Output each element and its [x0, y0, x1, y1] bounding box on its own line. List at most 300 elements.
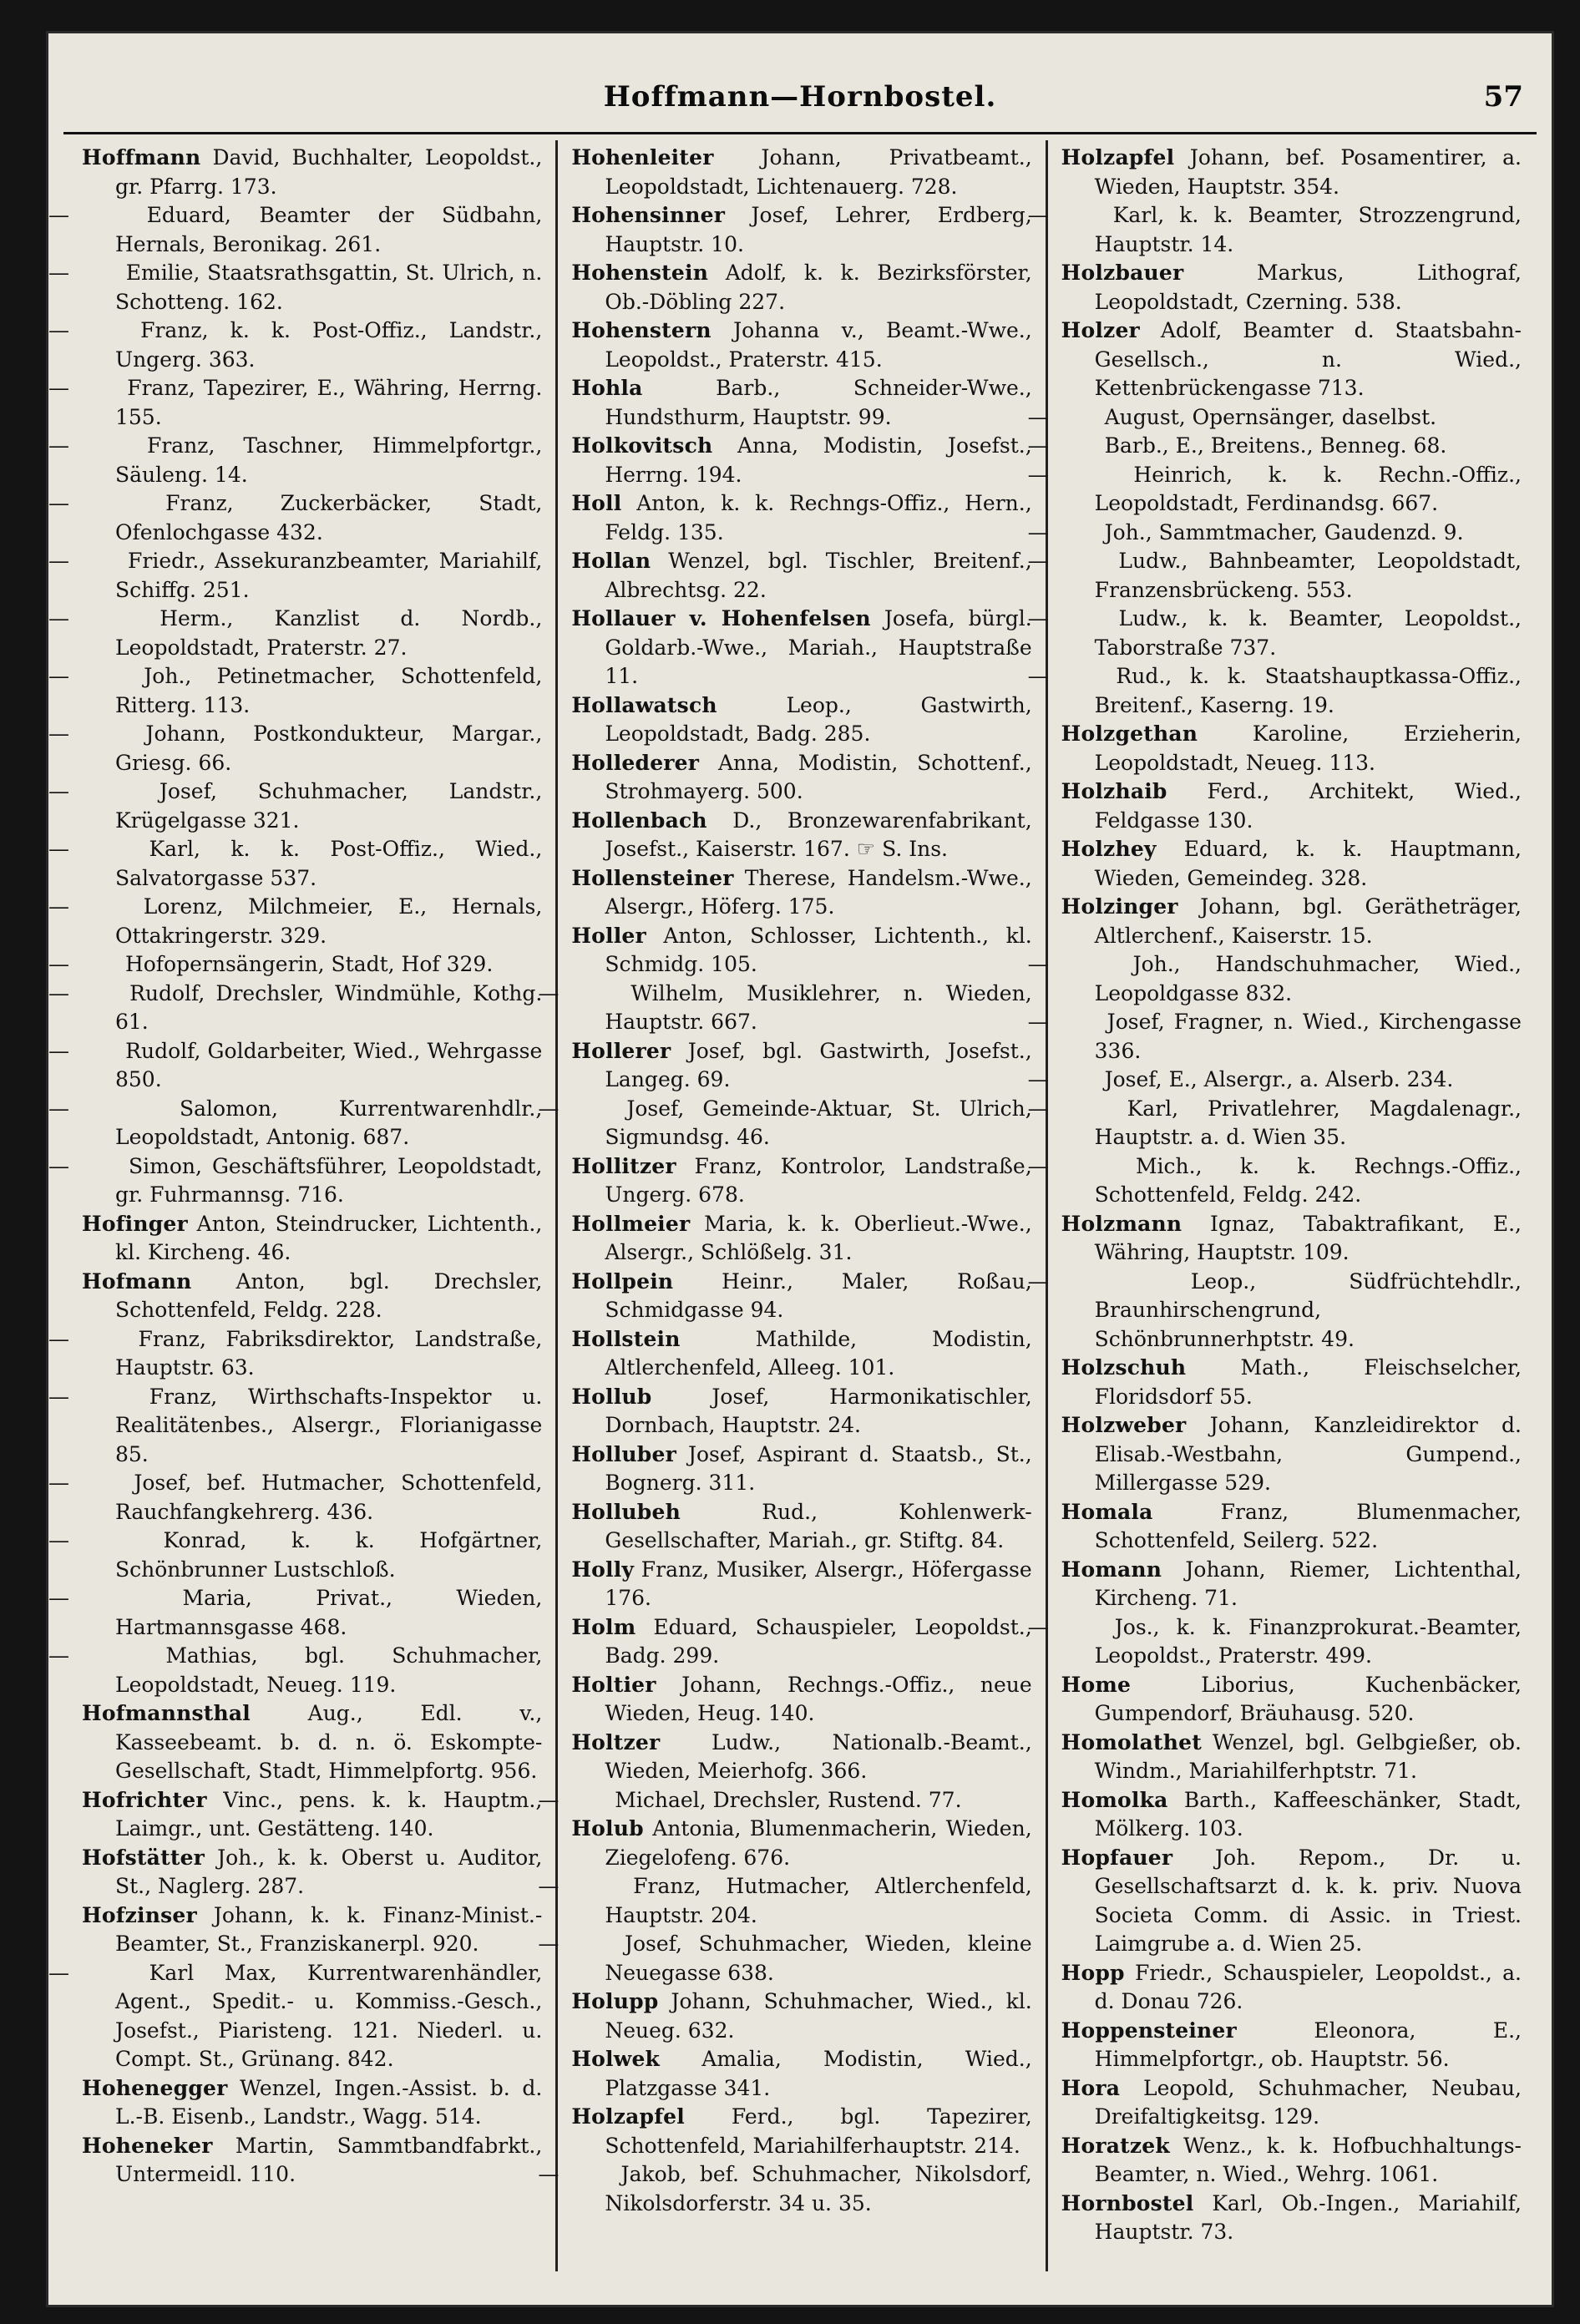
entry-surname: Holwek [571, 2047, 661, 2071]
page-title: Hoffmann—Hornbostel. [603, 80, 997, 114]
entry-dash: — [48, 606, 69, 630]
entry-details: Josef, Gemeinde-Aktuar, St. Ulrich, Sigmundsg. 46. [605, 1096, 1032, 1149]
entry-details: Lorenz, Milchmeier, E., Hernals, Ottakringerstr. 329. [115, 894, 543, 948]
directory-entry [48, 1584, 543, 1642]
entry-details: Mathias, bgl. Schuhmacher, Leopoldstadt, Neueg. 119. [115, 1643, 543, 1697]
entry-dash: — [48, 1153, 69, 1178]
entry-details: Karl, k. k. Post-Offiz., Wied., Salvatorgasse 537. [115, 837, 543, 890]
entry-surname: Hollstein [571, 1326, 681, 1351]
entry-details: Anton, Steindrucker, Lichtenth., kl. Kircheng. 46. [115, 1211, 543, 1264]
entry-details: Heinr., Maler, Roßau, Schmidgasse 94. [605, 1268, 1032, 1322]
entry-dash: — [48, 549, 69, 573]
directory-entry [48, 1325, 543, 1383]
entry-surname: Hohla [571, 376, 643, 400]
entry-dash: — [1027, 1010, 1049, 1034]
directory-entry [1061, 144, 1522, 201]
entry-surname: Hofstätter [82, 1845, 205, 1870]
directory-entry [1027, 461, 1522, 519]
directory-entry [1027, 201, 1522, 259]
entry-dash: — [48, 894, 69, 919]
directory-entry [48, 950, 542, 980]
directory-entry [1027, 1008, 1522, 1066]
entry-details: Adolf, k. k. Bezirksförster, Ob.-Döbling 227. [605, 261, 1032, 314]
directory-entry [571, 432, 1031, 489]
entry-surname: Hohenegger [82, 2075, 228, 2100]
entry-details: Hofopernsängerin, Stadt, Hof 329. [124, 952, 494, 976]
entry-surname: Hollenbach [571, 808, 707, 833]
directory-entry [82, 1699, 542, 1786]
directory-entry [538, 2160, 1032, 2218]
directory-entry [82, 144, 542, 201]
entry-surname: Hoppensteiner [1061, 2018, 1237, 2043]
entry-dash: — [48, 837, 69, 861]
entry-dash: — [1027, 1614, 1049, 1639]
directory-entry [571, 1729, 1031, 1786]
entry-details: Karl, k. k. Beamter, Strozzengrund, Hauptstr. 14. [1094, 203, 1522, 256]
entry-details: Ferd., bgl. Tapezirer, Schottenfeld, Mariahilferhauptstr. 214. [605, 2104, 1032, 2158]
directory-entry [1061, 1354, 1522, 1411]
directory-entry [1061, 1959, 1522, 2017]
entry-dash: — [1027, 664, 1049, 688]
directory-entry [48, 1469, 543, 1527]
entry-details: Mich., k. k. Rechngs.-Offiz., Schottenfeld, Feldg. 242. [1094, 1153, 1522, 1207]
entry-details: Wenzel, bgl. Tischler, Breitenf., Albrechtsg. 22. [605, 549, 1032, 602]
entry-surname: Homolathet [1061, 1729, 1202, 1754]
entry-details: Johann, Kanzleidirektor d. Elisab.-Westbahn, Gumpend., Millergasse 529. [1094, 1413, 1522, 1495]
directory-entry [1027, 1066, 1522, 1095]
entry-details: Eduard, Beamter der Südbahn, Hernals, Beronikag. 261. [115, 203, 543, 256]
directory-entry [1061, 1556, 1522, 1613]
directory-entry [1027, 1152, 1522, 1210]
directory-entry [1027, 662, 1522, 720]
directory-entry [1061, 1786, 1522, 1844]
entry-surname: Holl [571, 491, 622, 515]
entry-surname: Holzschuh [1061, 1355, 1187, 1380]
directory-entry [1027, 950, 1522, 1008]
directory-entry [538, 1786, 1031, 1815]
directory-entry [571, 1671, 1031, 1729]
entry-details: Franz, k. k. Post-Offiz., Landstr., Ungerg. 363. [115, 318, 543, 372]
directory-entry [571, 807, 1031, 864]
entry-details: Rud., Kohlenwerk-Gesellschafter, Mariah., gr. Stiftg. 84. [605, 1499, 1032, 1552]
entry-details: Josef, E., Alsergr., a. Alserb. 234. [1104, 1067, 1454, 1091]
entry-surname: Hofmannsthal [82, 1701, 251, 1725]
entry-dash: — [538, 1874, 560, 1898]
entry-details: Ludw., Nationalb.-Beamt., Wieden, Meierhofg. 366. [605, 1729, 1032, 1783]
entry-details: Johann, bef. Posamentirer, a. Wieden, Hauptstr. 354. [1094, 145, 1522, 199]
directory-entry [48, 1959, 543, 2074]
entry-surname: Hollerer [571, 1038, 671, 1063]
directory-entry [48, 259, 543, 316]
entry-details: Franz, Musiker, Alsergr., Höfergasse 176. [605, 1557, 1032, 1610]
entry-dash: — [1027, 1096, 1049, 1121]
entry-dash: — [1027, 606, 1049, 630]
directory-entry [571, 691, 1031, 749]
entry-details: Johann, Schuhmacher, Wied., kl. Neueg. 632. [605, 1989, 1032, 2043]
directory-entry [48, 1037, 543, 1095]
entry-details: August, Opernsänger, daselbst. [1104, 404, 1437, 429]
entry-surname: Hopfauer [1061, 1845, 1173, 1870]
entry-details: Eduard, Schauspieler, Leopoldst., Badg. 299. [605, 1614, 1032, 1668]
entry-surname: Hohenleiter [571, 145, 714, 170]
entry-details: Johann, Privatbeamt., Leopoldstadt, Lichtenauerg. 728. [605, 145, 1032, 199]
entry-dash: — [48, 980, 69, 1005]
directory-entry [82, 1844, 542, 1901]
entry-details: Wenz., k. k. Hofbuchhaltungs-Beamter, n. Wied., Wehrg. 1061. [1094, 2133, 1522, 2186]
entry-details: Rud., k. k. Staatshauptkassa-Offiz., Breitenf., Kaserng. 19. [1094, 664, 1522, 717]
entry-surname: Hoheneker [82, 2133, 213, 2158]
entry-details: Josef, Lehrer, Erdberg, Hauptstr. 10. [605, 203, 1032, 256]
entry-details: Ludw., Bahnbeamter, Leopoldstadt, Franzensbrückeng. 553. [1094, 549, 1522, 602]
entry-details: Johann, Riemer, Lichtenthal, Kircheng. 71. [1094, 1557, 1522, 1610]
entry-details: David, Buchhalter, Leopoldst., gr. Pfarrg. 173. [115, 145, 543, 199]
directory-entry [571, 1440, 1031, 1498]
entry-details: Leopold, Schuhmacher, Neubau, Dreifaltigkeitsg. 129. [1094, 2075, 1522, 2129]
entry-details: Johanna v., Beamt.-Wwe., Leopoldst., Praterstr. 415. [605, 318, 1032, 372]
entry-surname: Hofzinser [82, 1902, 197, 1927]
entry-dash: — [48, 779, 69, 803]
directory-entry [571, 749, 1031, 807]
entry-dash: — [48, 1326, 69, 1351]
entry-surname: Hollederer [571, 750, 700, 775]
entry-details: Heinrich, k. k. Rechn.-Offiz., Leopoldstadt, Ferdinandsg. 667. [1094, 462, 1522, 515]
directory-entry [571, 922, 1031, 980]
entry-surname: Holzer [1061, 318, 1140, 342]
directory-entry [538, 1095, 1032, 1152]
entry-surname: Hollensteiner [571, 865, 734, 890]
entry-dash: — [1027, 1268, 1049, 1294]
entry-details: Johann, k. k. Finanz-Minist.-Beamter, St., Franziskanerpl. 920. [115, 1902, 543, 1956]
entry-surname: Holtzer [571, 1729, 661, 1754]
directory-entry [1061, 1210, 1522, 1268]
entry-surname: Holtier [571, 1672, 656, 1697]
entry-surname: Homann [1061, 1557, 1162, 1582]
entry-surname: Hollmeier [571, 1211, 691, 1236]
entry-details: Karl, Ob.-Ingen., Mariahilf, Hauptstr. 73. [1094, 2190, 1522, 2244]
entry-details: Anton, k. k. Rechngs-Offiz., Hern., Feldg. 135. [605, 491, 1032, 544]
entry-details: Josef, Fragner, n. Wied., Kirchengasse 336. [1094, 1010, 1522, 1063]
directory-entry [571, 201, 1031, 259]
directory-entry [1027, 1613, 1522, 1671]
entry-details: Anton, bgl. Drechsler, Schottenfeld, Feldg. 228. [115, 1268, 543, 1322]
entry-surname: Hornbostel [1061, 2190, 1194, 2215]
directory-entry [1027, 519, 1522, 548]
entry-dash: — [1027, 549, 1049, 573]
directory-entry [48, 547, 543, 605]
entry-details: Salomon, Kurrentwarenhdlr., Leopoldstadt, Antonig. 687. [115, 1096, 543, 1149]
entry-dash: — [538, 1096, 560, 1121]
directory-entry [571, 1268, 1031, 1325]
directory-entry [48, 1383, 543, 1470]
directory-entry [571, 605, 1031, 691]
entry-details: Wilhelm, Musiklehrer, n. Wieden, Hauptstr. 667. [605, 980, 1032, 1034]
entry-dash: — [48, 1384, 69, 1409]
entry-surname: Hollawatsch [571, 692, 717, 717]
directory-page [48, 33, 1552, 2305]
directory-entry [571, 1815, 1031, 1872]
entry-surname: Hollubeh [571, 1499, 681, 1524]
directory-entry [1061, 2017, 1522, 2074]
entry-surname: Holzinger [1061, 894, 1178, 919]
entry-dash: — [48, 491, 69, 515]
entry-details: Leop., Gastwirth, Leopoldstadt, Badg. 285. [605, 692, 1032, 746]
entry-details: Maria, k. k. Oberlieut.-Wwe., Alsergr., Schlößelg. 31. [605, 1211, 1032, 1264]
entry-details: Josef, bef. Hutmacher, Schottenfeld, Rauchfangkehrerg. 436. [115, 1471, 543, 1524]
entry-details: Joh., Sammtmacher, Gaudenzd. 9. [1104, 519, 1464, 544]
directory-entry [571, 1556, 1031, 1613]
entry-surname: Homala [1061, 1499, 1153, 1524]
entry-details: Konrad, k. k. Hofgärtner, Schönbrunner Lustschloß. [115, 1528, 543, 1582]
directory-entry [1061, 2074, 1522, 2132]
directory-entry [1061, 1671, 1522, 1729]
entry-details: Franz, Fabriksdirektor, Landstraße, Hauptstr. 63. [115, 1326, 543, 1380]
entry-details: Barb., Schneider-Wwe., Hundsthurm, Hauptstr. 99. [605, 376, 1032, 429]
entry-details: Anton, Schlosser, Lichtenth., kl. Schmidg. 105. [605, 923, 1032, 976]
entry-dash: — [48, 261, 69, 285]
directory-entry [571, 547, 1031, 605]
directory-entry [48, 1152, 543, 1210]
entry-dash: — [48, 1960, 69, 1985]
directory-entry [1027, 1095, 1522, 1152]
entry-details: Josefa, bürgl. Goldarb.-Wwe., Mariah., Hauptstraße 11. [605, 606, 1032, 688]
entry-details: Josef, Harmonikatischler, Dornbach, Hauptstr. 24. [605, 1384, 1032, 1437]
entry-dash: — [48, 722, 69, 746]
entry-surname: Hofrichter [82, 1787, 207, 1812]
entry-surname: Hofinger [82, 1211, 188, 1236]
directory-entry [571, 374, 1031, 432]
entry-details: Jos., k. k. Finanzprokurat.-Beamter, Leopoldst., Praterstr. 499. [1094, 1614, 1522, 1668]
entry-dash: — [48, 1471, 69, 1495]
entry-details: Josef, Schuhmacher, Wieden, kleine Neuegasse 638. [605, 1932, 1032, 1985]
entry-details: Jakob, bef. Schuhmacher, Nikolsdorf, Nikolsdorferstr. 34 u. 35. [605, 2162, 1032, 2215]
entry-details: Joh., Petinetmacher, Schottenfeld, Ritterg. 113. [115, 664, 543, 717]
directory-entry [48, 316, 543, 374]
directory-entry [1061, 1498, 1522, 1556]
entry-details: Math., Fleischselcher, Floridsdorf 55. [1094, 1355, 1522, 1409]
entry-details: Eleonora, E., Himmelpfortgr., ob. Hauptstr. 56. [1094, 2018, 1522, 2071]
entry-surname: Holler [571, 923, 646, 948]
directory-entry [48, 1095, 543, 1152]
directory-entry [48, 835, 543, 893]
entry-details: Karl, Privatlehrer, Magdalenagr., Hauptstr. a. d. Wien 35. [1094, 1096, 1522, 1149]
directory-entry [571, 259, 1031, 316]
entry-details: Aug., Edl. v., Kasseebeamt. b. d. n. ö. Eskompte-Gesellschaft, Stadt, Himmelpfortg. 956. [115, 1701, 543, 1783]
entry-dash: — [1027, 203, 1049, 227]
entry-details: Anna, Modistin, Schottenf., Strohmayerg. 500. [605, 750, 1032, 803]
entry-details: Herm., Kanzlist d. Nordb., Leopoldstadt, Praterstr. 27. [115, 606, 543, 660]
entry-details: Ludw., k. k. Beamter, Leopoldst., Taborstraße 737. [1094, 606, 1522, 660]
directory-entry [571, 1498, 1031, 1556]
entry-surname: Home [1061, 1672, 1132, 1697]
entry-details: Maria, Privat., Wieden, Hartmannsgasse 468. [115, 1586, 543, 1639]
directory-columns [48, 140, 1535, 2271]
column-3 [1027, 140, 1535, 2271]
directory-entry [82, 1901, 542, 1959]
entry-details: Rudolf, Drechsler, Windmühle, Kothg. 61. [115, 980, 543, 1034]
directory-entry [1061, 1411, 1522, 1498]
entry-details: Josef, bgl. Gastwirth, Josefst., Langeg. 69. [605, 1038, 1032, 1091]
entry-surname: Hora [1061, 2075, 1121, 2100]
entry-details: Franz, Blumenmacher, Schottenfeld, Seilerg. 522. [1094, 1499, 1522, 1552]
entry-details: Karoline, Erzieherin, Leopoldstadt, Neueg. 113. [1094, 722, 1522, 775]
entry-dash: — [1027, 462, 1049, 487]
directory-entry [1027, 432, 1522, 461]
entry-surname: Holm [571, 1614, 636, 1639]
directory-entry [571, 1613, 1031, 1671]
entry-details: Barb., E., Breitens., Benneg. 68. [1104, 433, 1447, 458]
entry-dash: — [48, 376, 69, 400]
directory-entry [82, 2132, 542, 2190]
entry-details: Ignaz, Tabaktrafikant, E., Währing, Hauptstr. 109. [1094, 1211, 1522, 1264]
directory-entry [48, 777, 543, 835]
directory-entry [571, 1325, 1031, 1383]
entry-dash: — [48, 1528, 69, 1552]
entry-details: Emilie, Staatsrathsgattin, St. Ulrich, n. Schotteng. 162. [115, 261, 543, 314]
entry-dash: — [48, 433, 69, 458]
entry-dash: — [1027, 1153, 1049, 1178]
directory-entry [1061, 2190, 1522, 2247]
entry-dash: — [538, 1932, 560, 1956]
directory-entry [571, 864, 1031, 922]
column-2 [538, 140, 1047, 2271]
directory-entry [82, 2074, 542, 2132]
entry-dash: — [48, 1096, 69, 1121]
entry-dash: — [48, 318, 69, 342]
directory-entry [571, 1210, 1031, 1268]
entry-details: Eduard, k. k. Hauptmann, Wieden, Gemeindeg. 328. [1094, 837, 1522, 890]
directory-entry [571, 489, 1031, 547]
directory-entry [571, 2045, 1031, 2103]
entry-details: Mathilde, Modistin, Altlerchenfeld, Alleeg. 101. [605, 1326, 1032, 1380]
entry-surname: Hoffmann [82, 145, 201, 170]
entry-surname: Hollitzer [571, 1153, 676, 1178]
entry-surname: Hohenstein [571, 261, 709, 285]
entry-dash: — [1027, 519, 1049, 544]
entry-surname: Hopp [1061, 1960, 1125, 1985]
directory-entry [571, 144, 1031, 201]
entry-details: Franz, Wirthschafts-Inspektor u. Realitätenbes., Alsergr., Florianigasse 85. [115, 1384, 543, 1466]
entry-dash: — [48, 664, 69, 688]
entry-surname: Holzhey [1061, 837, 1157, 861]
directory-entry [48, 1642, 543, 1699]
entry-dash: — [538, 1787, 560, 1812]
directory-entry [1061, 1729, 1522, 1786]
entry-surname: Holzbauer [1061, 261, 1184, 285]
entry-dash: — [48, 203, 69, 227]
entry-dash: — [538, 980, 560, 1005]
entry-dash: — [1027, 404, 1049, 429]
header-rule [63, 132, 1537, 134]
directory-entry [48, 489, 543, 547]
directory-entry [48, 720, 543, 777]
entry-details: Amalia, Modistin, Wied., Platzgasse 341. [605, 2047, 1032, 2100]
directory-entry [538, 1930, 1032, 1987]
entry-surname: Holzapfel [1061, 145, 1175, 170]
entry-details: Antonia, Blumenmacherin, Wieden, Ziegelofeng. 676. [605, 1816, 1032, 1870]
directory-entry [1027, 1268, 1522, 1354]
directory-entry [48, 980, 543, 1037]
directory-entry [571, 2103, 1031, 2160]
directory-entry [82, 1786, 542, 1844]
directory-entry [48, 201, 543, 259]
entry-details: Franz, Zuckerbäcker, Stadt, Ofenlochgasse 432. [115, 491, 543, 544]
directory-entry [48, 374, 543, 432]
entry-surname: Hollub [571, 1384, 652, 1409]
directory-entry [48, 1527, 543, 1584]
entry-dash: — [1027, 433, 1049, 458]
entry-details: Karl Max, Kurrentwarenhändler, Agent., Spedit.- u. Kommiss.-Gesch., Josefst., Piaristeng. 121. Niederl. u. Compt. St., Grünang. 842. [115, 1960, 543, 2071]
entry-details: Rudolf, Goldarbeiter, Wied., Wehrgasse 850. [115, 1038, 543, 1091]
directory-entry [48, 605, 543, 662]
entry-details: Johann, Rechngs.-Offiz., neue Wieden, Heug. 140. [605, 1672, 1032, 1725]
directory-entry [1027, 403, 1522, 433]
entry-details: Leop., Südfrüchtehdlr., Braunhirschengrund, Schönbrunnerhptstr. 49. [1094, 1268, 1522, 1351]
directory-entry [571, 1383, 1031, 1440]
entry-dash: — [1027, 1067, 1049, 1091]
entry-surname: Hohenstern [571, 318, 712, 342]
entry-dash: — [1027, 952, 1049, 976]
entry-surname: Holluber [571, 1441, 676, 1466]
directory-entry [82, 1268, 542, 1325]
entry-dash: — [48, 1038, 69, 1063]
entry-surname: Holkovitsch [571, 433, 713, 458]
page-number: 57 [1483, 80, 1523, 114]
entry-details: Joh. Repom., Dr. u. Gesellschaftsarzt d. k. k. priv. Nuova Societa Comm. di Assic. in Triest. Laimgrube a. d. Wien 25. [1094, 1845, 1522, 1956]
entry-details: Therese, Handelsm.-Wwe., Alsergr., Höferg. 175. [605, 865, 1032, 919]
directory-entry [571, 316, 1031, 374]
directory-entry [571, 1037, 1031, 1095]
entry-details: Markus, Lithograf, Leopoldstadt, Czerning. 538. [1094, 261, 1522, 314]
column-1 [48, 140, 558, 2271]
entry-dash: — [48, 952, 69, 976]
entry-details: Joh., k. k. Oberst u. Auditor, St., Naglerg. 287. [115, 1845, 543, 1898]
entry-details: Simon, Geschäftsführer, Leopoldstadt, gr. Fuhrmannsg. 716. [115, 1153, 543, 1207]
entry-details: Wenzel, Ingen.-Assist. b. d. L.-B. Eisenb., Landstr., Wagg. 514. [115, 2075, 543, 2129]
entry-details: Johann, bgl. Gerätheträger, Altlerchenf., Kaiserstr. 15. [1094, 894, 1522, 948]
directory-entry [1061, 1844, 1522, 1959]
entry-details: D., Bronzewarenfabrikant, Josefst., Kaiserstr. 167. ☞ S. Ins. [605, 808, 1032, 861]
entry-details: Friedr., Schauspieler, Leopoldst., a. d. Donau 726. [1094, 1960, 1522, 2013]
directory-entry [538, 980, 1032, 1037]
entry-details: Barth., Kaffeeschänker, Stadt, Mölkerg. 103. [1094, 1787, 1522, 1840]
entry-surname: Hollpein [571, 1268, 674, 1294]
entry-surname: Holly [571, 1557, 635, 1582]
entry-dash: — [538, 2162, 560, 2186]
entry-details: Franz, Taschner, Himmelpfortgr., Säuleng. 14. [115, 433, 543, 487]
entry-details: Wenzel, bgl. Gelbgießer, ob. Windm., Mariahilferhptstr. 71. [1094, 1729, 1522, 1783]
directory-entry [571, 1152, 1031, 1210]
directory-entry [1061, 777, 1522, 835]
directory-entry [48, 662, 543, 720]
directory-entry [1061, 2132, 1522, 2190]
entry-details: Ferd., Architekt, Wied., Feldgasse 130. [1094, 779, 1522, 833]
directory-entry [48, 893, 543, 950]
directory-entry [1061, 893, 1522, 950]
entry-details: Liborius, Kuchenbäcker, Gumpendorf, Bräuhausg. 520. [1094, 1672, 1522, 1725]
entry-surname: Holupp [571, 1989, 659, 2013]
entry-surname: Holzapfel [571, 2104, 685, 2129]
entry-details: Friedr., Assekuranzbeamter, Mariahilf, Schiffg. 251. [115, 549, 543, 602]
entry-details: Anna, Modistin, Josefst., Herrng. 194. [605, 433, 1032, 487]
entry-surname: Holzhaib [1061, 779, 1167, 803]
directory-entry [1027, 547, 1522, 605]
directory-entry [1061, 835, 1522, 893]
directory-entry [571, 1987, 1031, 2045]
entry-details: Adolf, Beamter d. Staatsbahn-Gesellsch., n. Wied., Kettenbrückengasse 713. [1094, 318, 1522, 400]
entry-surname: Hollan [571, 549, 651, 573]
page-header [48, 80, 1552, 130]
directory-entry [1061, 316, 1522, 403]
